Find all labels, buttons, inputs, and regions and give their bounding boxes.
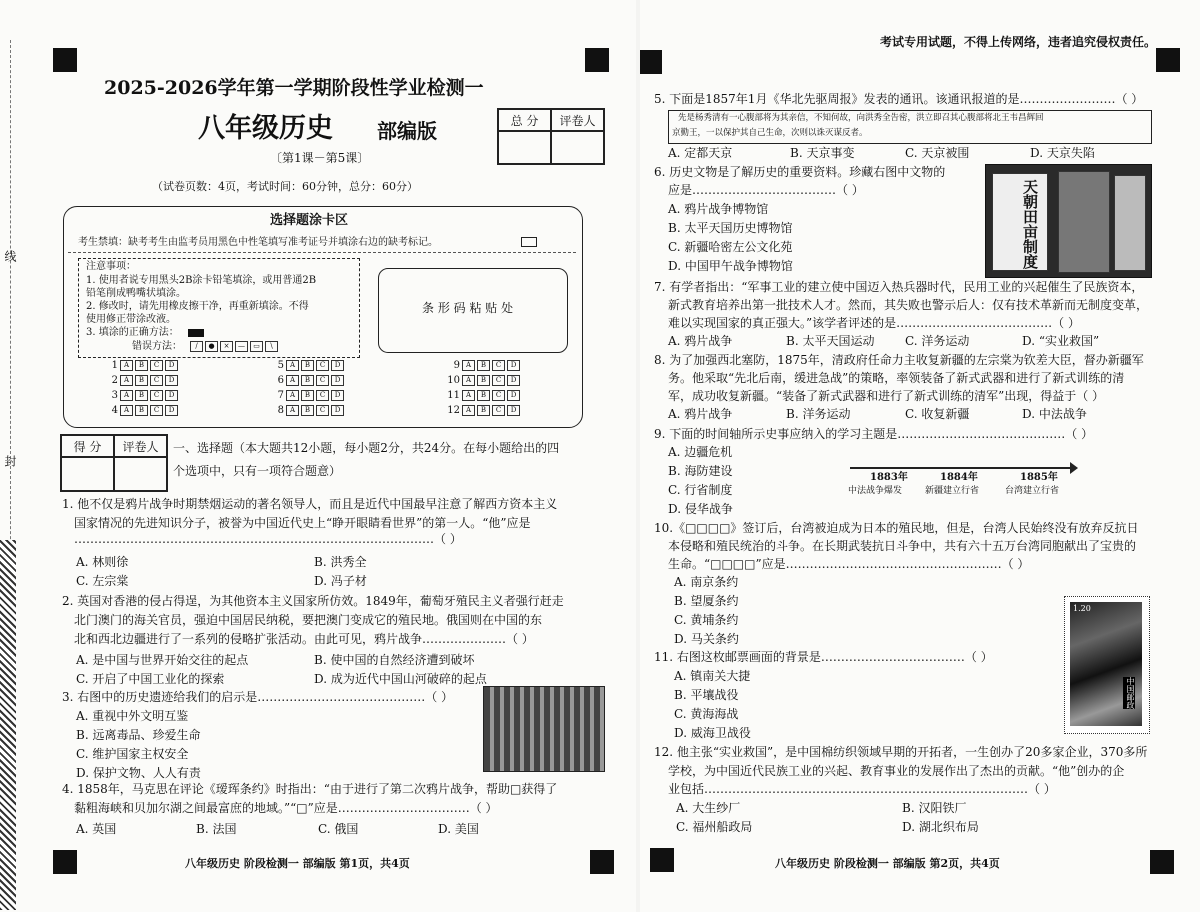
question-8-line: 务。他采取“先北后南，缓进急战”的策略，率领装备了新式武器和进行了新式训练的清 (668, 371, 1125, 385)
q11-option-a[interactable]: A. 镇南关大捷 (674, 669, 751, 683)
timeline-arrow (1070, 462, 1078, 474)
section-title: 一、选择题（本大题共12小题，每小题2分，共24分。在每小题给出的四 (173, 441, 560, 455)
answer-number: 12 (447, 405, 460, 416)
section-score-box (60, 434, 168, 492)
answer-bubble[interactable]: B (301, 360, 314, 371)
barcode-label: 条 形 码 粘 贴 处 (422, 301, 514, 315)
question-3-line: 3. 右图中的历史遗迹给我们的启示是……………………………………（ ） (62, 690, 454, 704)
left-footer: 八年级历史 阶段检测一 部编版 第1页，共4页 (185, 857, 410, 870)
answer-bubble[interactable]: B (301, 375, 314, 386)
q11-option-b[interactable]: B. 平壤战役 (674, 688, 739, 702)
answer-bubble[interactable]: C (150, 405, 163, 416)
correct-fill-sample (188, 329, 204, 337)
answer-bubble[interactable]: B (301, 405, 314, 416)
answer-bubble[interactable]: C (150, 375, 163, 386)
answer-bubble[interactable]: B (477, 390, 490, 401)
question-2-line: 2. 英国对香港的侵占得逞，为其他资本主义国家所仿效。1849年，葡萄牙殖民主义者强行赶走 (62, 594, 564, 608)
q3-option-c[interactable]: C. 维护国家主权安全 (76, 747, 189, 761)
q4-option-b[interactable]: B. 法国 (196, 822, 237, 836)
answer-row (446, 405, 520, 416)
question-12-line: 12. 他主张“实业救国”，是中国棉纺织领域早期的开拓者，一生创办了20多家企业，370多所 (654, 745, 1148, 759)
answer-bubble[interactable]: A (286, 390, 299, 401)
section-grader-label: 评卷人 (114, 435, 167, 457)
tianchao-book-image (985, 164, 1152, 278)
answer-bubble[interactable]: C (150, 360, 163, 371)
note-line: 1. 使用者说专用黑头2B涂卡铅笔填涂，或用普通2B (86, 275, 317, 286)
timeline-year: 1883年 (870, 472, 908, 483)
timeline-year: 1884年 (940, 472, 978, 483)
question-7-line: 7. 有学者指出：“军事工业的建立使中国迈入热兵器时代，民用工业的兴起催生了民族资本， (654, 280, 1144, 294)
question-6-line: 应是………………………………（ ） (668, 183, 864, 197)
answer-row (104, 390, 178, 401)
answer-row (270, 360, 344, 371)
answer-row (446, 375, 520, 386)
question-10-line: 生命。“□□□□”应是………………………………………………（ ） (668, 557, 1030, 571)
answer-number: 4 (111, 405, 118, 416)
corner-mark (650, 848, 674, 872)
answer-bubble[interactable]: B (135, 405, 148, 416)
q5-option-a[interactable]: A. 定都天京 (668, 146, 733, 160)
answer-bubble[interactable]: C (316, 390, 329, 401)
q12-option-a[interactable]: A. 大生纱厂 (676, 801, 741, 815)
answer-number: 3 (111, 390, 118, 401)
answer-bubble[interactable]: B (135, 390, 148, 401)
q2-option-b[interactable]: B. 使中国的自然经济遭到破坏 (314, 653, 475, 667)
answer-bubble[interactable]: D (165, 405, 178, 416)
answer-bubble[interactable]: C (492, 390, 505, 401)
note-line: 3. 填涂的正确方法： (86, 327, 179, 338)
ruins-photo (483, 686, 605, 772)
answer-bubble[interactable]: B (135, 360, 148, 371)
q9-option-d[interactable]: D. 侵华战争 (668, 502, 733, 516)
corner-mark (590, 850, 614, 874)
exam-title: 2025-2026学年第一学期阶段性学业检测一 (104, 77, 484, 99)
answer-row (270, 375, 344, 386)
answer-bubble[interactable]: D (507, 375, 520, 386)
answer-number: 8 (277, 405, 284, 416)
question-8-line: 8. 为了加强西北塞防，1875年，清政府任命力主收复新疆的左宗棠为钦差大臣，督办新疆军 (654, 353, 1144, 367)
answer-bubble[interactable]: A (462, 390, 475, 401)
corner-mark (1150, 850, 1174, 874)
q9-option-c[interactable]: C. 行省制度 (668, 483, 733, 497)
q5-quote-line: 京勤王，一以保护其自己生命，次则以诛灭谋反者。 (672, 128, 868, 138)
q7-option-d[interactable]: D. “实业救国” (1022, 334, 1100, 348)
q9-option-a[interactable]: A. 边疆危机 (668, 445, 733, 459)
section-title-2: 个选项中，只有一项符合题意） (173, 464, 342, 478)
answer-bubble[interactable]: A (120, 375, 133, 386)
answer-card-title: 选择题涂卡区 (270, 213, 349, 228)
answer-number: 5 (277, 360, 284, 371)
copyright-header: 考试专用试题，不得上传网络，违者追究侵权责任。 (880, 35, 1157, 49)
answer-bubble[interactable]: B (301, 390, 314, 401)
note-line: 2. 修改时，请先用橡皮擦干净，再重新填涂。不得 (86, 301, 309, 312)
q2-option-c[interactable]: C. 开启了中国工业化的探索 (76, 672, 225, 686)
q10-option-a[interactable]: A. 南京条约 (674, 575, 739, 589)
question-1-line: 国家情况的先进知识分子，被誉为中国近代史上“睁开眼睛看世界”的第一人。“他”应是 (74, 516, 531, 530)
q9-option-b[interactable]: B. 海防建设 (668, 464, 733, 478)
note-line: 铅笔削成鸭嘴状填涂。 (86, 288, 186, 299)
q10-option-b[interactable]: B. 望厦条约 (674, 594, 739, 608)
q11-option-c[interactable]: C. 黄海海战 (674, 707, 739, 721)
exam-info: （试卷页数：4页，考试时间：60分钟，总分：60分） (152, 180, 418, 193)
total-score-box (497, 108, 605, 165)
answer-bubble[interactable]: C (492, 360, 505, 371)
q1-option-d[interactable]: D. 冯子材 (314, 574, 367, 588)
q5-option-b[interactable]: B. 天京事变 (790, 146, 855, 160)
answer-number: 1 (111, 360, 118, 371)
question-8-line: 军，成功收复新疆。“装备了新式武器和进行了新式训练的清军”出现，得益于（ ） (668, 389, 1105, 403)
answer-bubble[interactable]: A (462, 375, 475, 386)
corner-mark (53, 48, 77, 72)
book-second (1058, 171, 1110, 273)
question-10-line: 本侵略和殖民统治的斗争。在长期武装抗日斗争中，共有六十五万台湾同胞献出了宝贵的 (668, 539, 1137, 553)
book-title: 天朝田亩制度 (1021, 179, 1039, 269)
q7-option-c[interactable]: C. 洋务运动 (905, 334, 970, 348)
answer-number: 10 (447, 375, 460, 386)
answer-number: 9 (453, 360, 460, 371)
q6-option-b[interactable]: B. 太平天国历史博物馆 (668, 221, 793, 235)
absent-warning: 考生禁填：缺考考生由监考员用黑色中性笔填写准考证号并填涂右边的缺考标记。 (78, 237, 438, 248)
stamp-value: 1.20 (1073, 604, 1091, 613)
question-12-line: 学校，为中国近代民族工业的兴起、教育事业的发展作出了杰出的贡献。“他”创办的企 (668, 764, 1125, 778)
answer-bubble[interactable]: B (477, 360, 490, 371)
q6-option-d[interactable]: D. 中国甲午战争博物馆 (668, 259, 793, 273)
answer-row (270, 405, 344, 416)
answer-row (446, 390, 520, 401)
wrong-method-samples: / ● × — ▭ \ (188, 340, 278, 353)
question-4-line: 黏粗海峡和贝加尔湖之间最富庶的地域。”“□”应是……………………………（ ） (74, 801, 498, 815)
answer-row (104, 405, 178, 416)
q7-option-a[interactable]: A. 鸦片战争 (668, 334, 733, 348)
question-2-line: 北和西北边疆进行了一系列的侵略扩张活动。由此可见，鸦片战争…………………（ ） (74, 632, 534, 646)
answer-bubble[interactable]: C (492, 375, 505, 386)
q12-option-c[interactable]: C. 福州船政局 (676, 820, 753, 834)
question-4-line: 4. 1858年，马克思在评论《瑷珲条约》时指出：“由于进行了第二次鸦片战争，帮助□获得了 (62, 782, 558, 796)
q12-option-d[interactable]: D. 湖北织布局 (902, 820, 979, 834)
answer-bubble[interactable]: D (331, 405, 344, 416)
question-6-line: 6. 历史文物是了解历史的重要资料。珍藏右图中文物的 (654, 165, 946, 179)
q10-option-d[interactable]: D. 马关条约 (674, 632, 739, 646)
answer-bubble[interactable]: C (492, 405, 505, 416)
question-12-line: 业包括………………………………………………………………………（ ） (668, 782, 1056, 796)
lesson-range: 〔第1课－第5课〕 (270, 151, 370, 165)
question-7-line: 难以实现国家的真正强大。”该学者评述的是…………………………………（ ） (668, 316, 1080, 330)
answer-bubble[interactable]: B (477, 405, 490, 416)
question-1-line: 1. 他不仅是鸦片战争时期禁烟运动的著名领导人，而且是近代中国最早注意了解西方资本主义 (62, 497, 558, 511)
book-third (1114, 175, 1146, 271)
q8-option-b[interactable]: B. 洋务运动 (786, 407, 851, 421)
notes-title: 注意事项： (86, 261, 136, 272)
answer-bubble[interactable]: D (165, 375, 178, 386)
q6-option-a[interactable]: A. 鸦片战争博物馆 (668, 202, 769, 216)
answer-row (270, 390, 344, 401)
stamp-country: 中国邮政 (1123, 677, 1135, 709)
q5-option-d[interactable]: D. 天京失陷 (1030, 146, 1095, 160)
timeline-year: 1885年 (1020, 472, 1058, 483)
question-2-line: 北门澳门的海关官员，强迫中国居民纳税，要把澳门变成它的殖民地。俄国则在中国的东 (74, 613, 543, 627)
answer-row (104, 375, 178, 386)
answer-row (104, 360, 178, 371)
side-char-line: 线 (3, 250, 17, 262)
answer-bubble[interactable]: A (120, 360, 133, 371)
q10-option-c[interactable]: C. 黄埔条约 (674, 613, 739, 627)
grader-cell[interactable] (551, 131, 604, 164)
answer-number: 7 (277, 390, 284, 401)
answer-bubble[interactable]: D (507, 390, 520, 401)
answer-bubble[interactable]: A (462, 360, 475, 371)
binding-hatch (0, 540, 16, 910)
note-line: 使用修正带涂改液。 (86, 314, 176, 325)
section-grader-cell[interactable] (114, 457, 167, 491)
battle-stamp-image (1064, 596, 1150, 734)
question-10-line: 10.《□□□□》签订后，台湾被迫成为日本的殖民地，但是，台湾人民始终没有放弃反抗日 (654, 521, 1139, 535)
question-11: 11. 右图这枚邮票画面的背景是………………………………（ ） (654, 650, 993, 664)
q8-option-d[interactable]: D. 中法战争 (1022, 407, 1087, 421)
q3-option-b[interactable]: B. 远离毒品、珍爱生命 (76, 728, 201, 742)
answer-number: 6 (277, 375, 284, 386)
timeline-event: 中法战争爆发 (848, 486, 903, 496)
q8-option-a[interactable]: A. 鸦片战争 (668, 407, 733, 421)
timeline-event: 新疆建立行省 (925, 486, 980, 496)
q5-option-c[interactable]: C. 天京被围 (905, 146, 970, 160)
answer-bubble[interactable]: D (165, 360, 178, 371)
q1-option-b[interactable]: B. 洪秀全 (314, 555, 367, 569)
answer-bubble[interactable]: C (150, 390, 163, 401)
answer-bubble[interactable]: B (135, 375, 148, 386)
grader-label: 评卷人 (551, 109, 604, 131)
total-score-cell[interactable] (498, 131, 551, 164)
section-score-label: 得 分 (61, 435, 114, 457)
question-1-blank: ………………………………………………………………………………（ ） (74, 532, 462, 546)
q3-option-d[interactable]: D. 保护文物、人人有责 (76, 766, 201, 780)
q1-option-c[interactable]: C. 左宗棠 (76, 574, 129, 588)
answer-bubble[interactable]: D (331, 375, 344, 386)
answer-bubble[interactable]: B (477, 375, 490, 386)
q4-option-c[interactable]: C. 俄国 (318, 822, 359, 836)
q4-option-d[interactable]: D. 美国 (438, 822, 479, 836)
answer-bubble[interactable]: D (165, 390, 178, 401)
answer-bubble[interactable]: C (316, 375, 329, 386)
corner-mark (640, 50, 662, 74)
answer-bubble[interactable]: D (507, 360, 520, 371)
right-footer: 八年级历史 阶段检测一 部编版 第2页，共4页 (775, 857, 1000, 870)
answer-row (446, 360, 520, 371)
side-char-seal: 封 (3, 455, 17, 467)
q6-option-c[interactable]: C. 新疆哈密左公文化苑 (668, 240, 793, 254)
q12-option-b[interactable]: B. 汉阳铁厂 (902, 801, 967, 815)
section-score-cell[interactable] (61, 457, 114, 491)
edition-label: 部编版 (377, 119, 437, 143)
q5-quote-line: 先是杨秀清有一心腹部将为其亲信，不知何故，向洪秀全告密，洪立即召其心腹部将北王韦昌辉回 (678, 113, 1044, 123)
question-7-line: 新式教育培养出第一批技术人才。然而，其失败也警示后人：仅有技术革新而无制度变革， (668, 298, 1149, 312)
answer-bubble[interactable]: D (331, 360, 344, 371)
timeline-event: 台湾建立行省 (1005, 486, 1060, 496)
question-5: 5. 下面是1857年1月《华北先驱周报》发表的通讯。该通讯报道的是……………………（ ） (654, 92, 1144, 106)
wrong-method-label: 错误方法： (132, 341, 182, 352)
answer-bubble[interactable]: A (286, 405, 299, 416)
answer-bubble[interactable]: C (316, 360, 329, 371)
q1-option-a[interactable]: A. 林则徐 (76, 555, 129, 569)
q8-option-c[interactable]: C. 收复新疆 (905, 407, 970, 421)
q2-option-d[interactable]: D. 成为近代中国山河破碎的起点 (314, 672, 487, 686)
question-9: 9. 下面的时间轴所示史事应纳入的学习主题是……………………………………（ ） (654, 427, 1094, 441)
answer-bubble[interactable]: D (331, 390, 344, 401)
q2-option-a[interactable]: A. 是中国与世界开始交往的起点 (76, 653, 249, 667)
absent-mark-box[interactable] (521, 237, 537, 247)
answer-bubble[interactable]: A (462, 405, 475, 416)
corner-mark (1156, 48, 1180, 72)
q7-option-b[interactable]: B. 太平天国运动 (786, 334, 875, 348)
corner-mark (53, 850, 77, 874)
answer-number: 2 (111, 375, 118, 386)
answer-bubble[interactable]: A (286, 360, 299, 371)
answer-bubble[interactable]: C (316, 405, 329, 416)
answer-bubble[interactable]: A (120, 390, 133, 401)
answer-bubble[interactable]: A (120, 405, 133, 416)
q4-option-a[interactable]: A. 英国 (76, 822, 117, 836)
total-score-label: 总 分 (498, 109, 551, 131)
corner-mark (585, 48, 609, 72)
q11-option-d[interactable]: D. 威海卫战役 (674, 726, 751, 740)
answer-number: 11 (447, 390, 460, 401)
subject-title: 八年级历史 (198, 113, 333, 144)
answer-bubble[interactable]: A (286, 375, 299, 386)
card-divider (68, 252, 576, 253)
q3-option-a[interactable]: A. 重视中外文明互鉴 (76, 709, 189, 723)
answer-bubble[interactable]: D (507, 405, 520, 416)
